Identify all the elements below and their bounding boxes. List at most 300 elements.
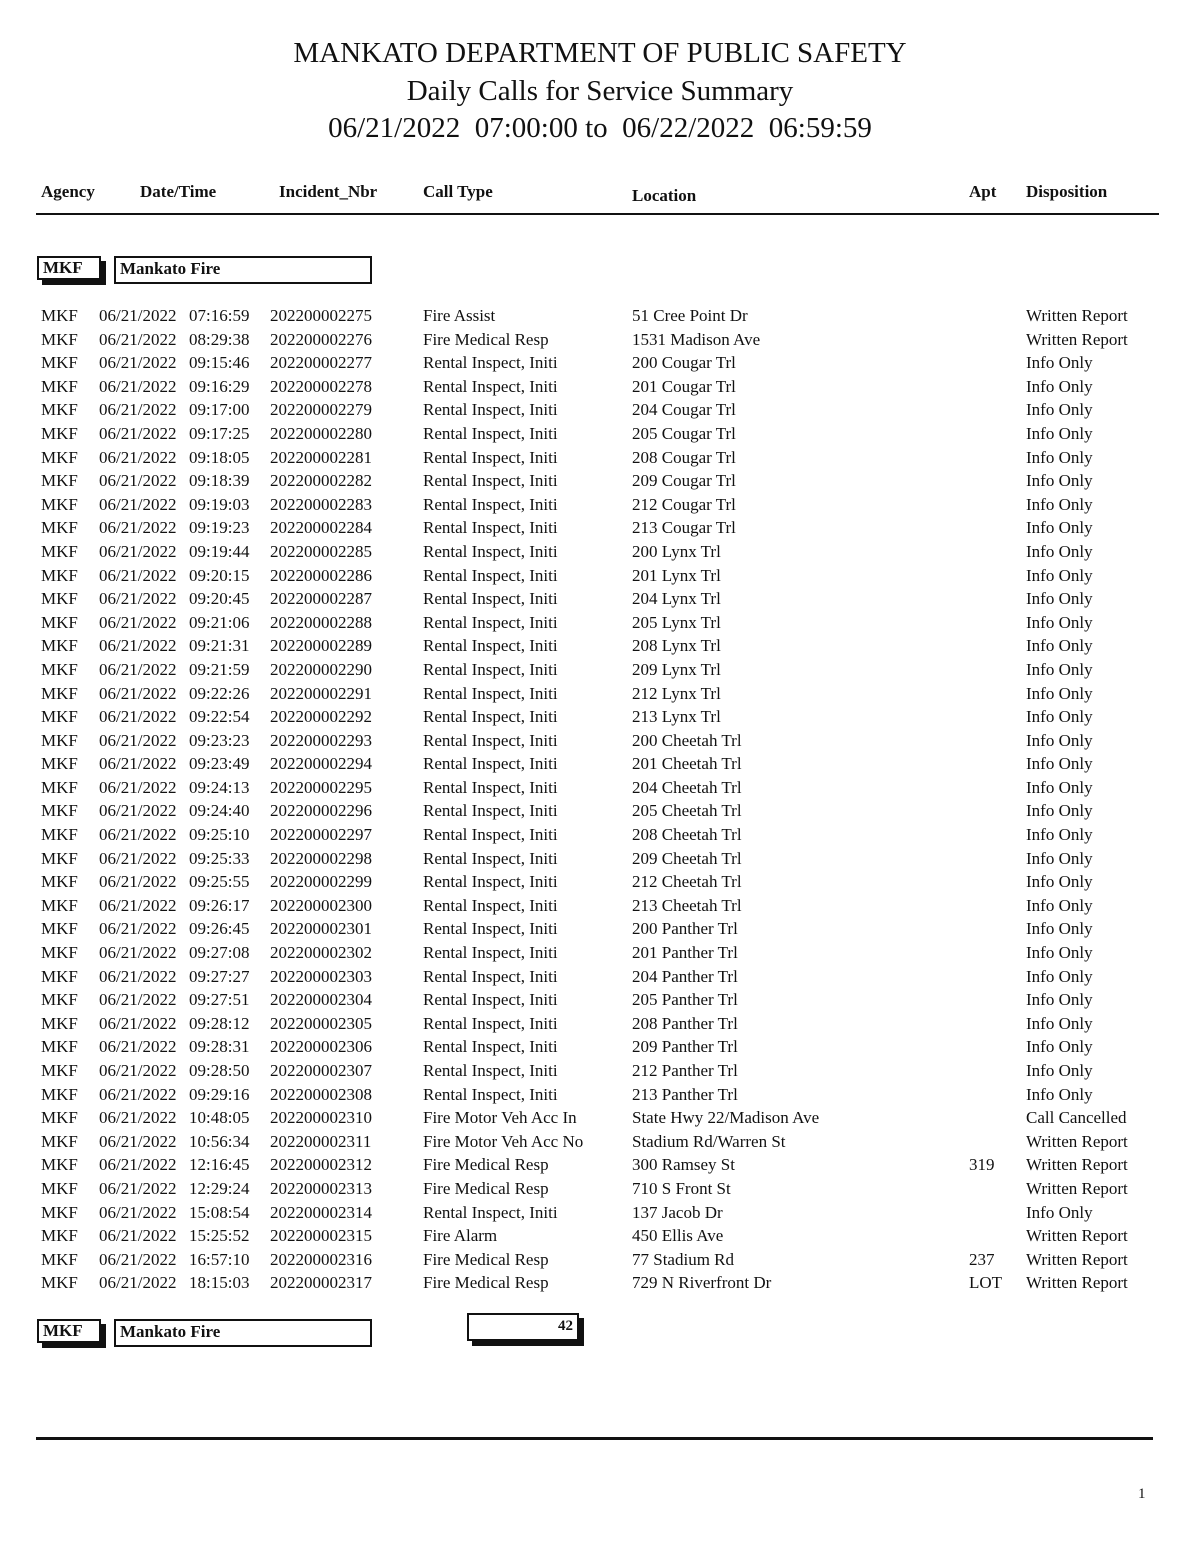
report-title: MANKATO DEPARTMENT OF PUBLIC SAFETY (293, 37, 907, 69)
cell-time: 09:18:05 (189, 447, 250, 467)
cell-time: 09:22:26 (189, 683, 250, 703)
cell-date: 06/21/2022 (99, 730, 177, 750)
cell-time: 15:08:54 (189, 1202, 250, 1222)
cell-date: 06/21/2022 (99, 589, 177, 609)
cell-incident: 202200002298 (270, 848, 372, 868)
cell-agency: MKF (41, 447, 78, 467)
cell-agency: MKF (41, 1108, 78, 1128)
cell-date: 06/21/2022 (99, 1202, 177, 1222)
cell-time: 07:16:59 (189, 306, 250, 325)
column-header-call-type: Call Type (423, 182, 493, 201)
table-row (0, 540, 1200, 564)
cell-agency: MKF (41, 306, 78, 325)
table-row (0, 375, 1200, 399)
cell-agency: MKF (41, 423, 78, 443)
cell-time: 09:15:46 (189, 353, 250, 373)
cell-agency: MKF (41, 659, 78, 679)
cell-apt: 319 (969, 1155, 995, 1175)
cell-date: 06/21/2022 (99, 1131, 177, 1151)
cell-date: 06/21/2022 (99, 777, 177, 797)
cell-disposition: Info Only (1026, 730, 1093, 750)
cell-incident: 202200002287 (270, 589, 372, 609)
table-row (0, 729, 1200, 753)
cell-incident: 202200002310 (270, 1108, 372, 1128)
table-row (0, 469, 1200, 493)
cell-time: 09:22:54 (189, 707, 250, 727)
cell-call-type: Rental Inspect, Initi (423, 966, 558, 986)
cell-call-type: Rental Inspect, Initi (423, 494, 558, 514)
cell-disposition: Info Only (1026, 872, 1093, 892)
table-row (0, 870, 1200, 894)
cell-call-type: Rental Inspect, Initi (423, 376, 558, 396)
cell-disposition: Info Only (1026, 825, 1093, 845)
cell-agency: MKF (41, 1061, 78, 1080)
cell-incident: 202200002276 (270, 329, 372, 349)
cell-disposition: Info Only (1026, 707, 1093, 727)
cell-date: 06/21/2022 (99, 329, 177, 349)
cell-call-type: Rental Inspect, Initi (423, 707, 558, 727)
cell-disposition: Info Only (1026, 754, 1093, 774)
cell-time: 15:25:52 (189, 1226, 250, 1246)
cell-agency: MKF (41, 825, 78, 845)
cell-incident: 202200002312 (270, 1155, 372, 1175)
cell-location: 208 Lynx Trl (632, 636, 721, 656)
group-code-box: MKF (37, 256, 101, 280)
cell-call-type: Rental Inspect, Initi (423, 541, 558, 561)
cell-incident: 202200002275 (270, 306, 372, 325)
cell-call-type: Rental Inspect, Initi (423, 730, 558, 750)
cell-location: 208 Cougar Trl (632, 447, 736, 467)
cell-incident: 202200002311 (270, 1131, 372, 1151)
cell-date: 06/21/2022 (99, 1108, 177, 1128)
cell-disposition: Written Report (1026, 1249, 1128, 1269)
cell-incident: 202200002290 (270, 659, 372, 679)
cell-call-type: Fire Motor Veh Acc No (423, 1131, 584, 1151)
table-row (0, 894, 1200, 918)
cell-date: 06/21/2022 (99, 541, 177, 561)
cell-disposition: Written Report (1026, 1273, 1128, 1293)
cell-time: 09:21:59 (189, 659, 250, 679)
cell-incident: 202200002300 (270, 895, 372, 915)
cell-apt: LOT (969, 1273, 1003, 1293)
cell-call-type: Rental Inspect, Initi (423, 1061, 558, 1080)
cell-call-type: Rental Inspect, Initi (423, 754, 558, 774)
cell-time: 09:28:12 (189, 1013, 250, 1033)
cell-location: 213 Panther Trl (632, 1084, 738, 1104)
cell-location: 51 Cree Point Dr (632, 306, 748, 325)
cell-agency: MKF (41, 707, 78, 727)
cell-date: 06/21/2022 (99, 423, 177, 443)
cell-call-type: Fire Medical Resp (423, 1178, 549, 1198)
cell-disposition: Info Only (1026, 423, 1093, 443)
cell-date: 06/21/2022 (99, 518, 177, 538)
cell-date: 06/21/2022 (99, 1013, 177, 1033)
cell-agency: MKF (41, 966, 78, 986)
cell-location: 208 Cheetah Trl (632, 825, 742, 845)
cell-time: 09:20:15 (189, 565, 250, 585)
cell-time: 09:18:39 (189, 471, 250, 491)
cell-call-type: Rental Inspect, Initi (423, 1202, 558, 1222)
cell-call-type: Rental Inspect, Initi (423, 636, 558, 656)
report-subtitle: Daily Calls for Service Summary (406, 75, 794, 107)
cell-agency: MKF (41, 895, 78, 915)
cell-time: 09:27:08 (189, 943, 250, 963)
cell-location: 213 Cheetah Trl (632, 895, 742, 915)
cell-agency: MKF (41, 612, 78, 632)
cell-call-type: Rental Inspect, Initi (423, 565, 558, 585)
cell-incident: 202200002306 (270, 1037, 372, 1057)
cell-call-type: Rental Inspect, Initi (423, 848, 558, 868)
cell-agency: MKF (41, 376, 78, 396)
cell-call-type: Rental Inspect, Initi (423, 1013, 558, 1033)
cell-disposition: Info Only (1026, 471, 1093, 491)
cell-agency: MKF (41, 919, 78, 939)
table-row (0, 941, 1200, 965)
header-divider (36, 213, 1159, 215)
table-row (0, 776, 1200, 800)
cell-call-type: Rental Inspect, Initi (423, 423, 558, 443)
cell-date: 06/21/2022 (99, 1037, 177, 1057)
cell-date: 06/21/2022 (99, 895, 177, 915)
table-row (0, 1177, 1200, 1201)
cell-time: 09:17:25 (189, 423, 250, 443)
cell-date: 06/21/2022 (99, 919, 177, 939)
cell-date: 06/21/2022 (99, 825, 177, 845)
cell-call-type: Fire Alarm (423, 1226, 498, 1246)
table-row (0, 1271, 1200, 1295)
cell-date: 06/21/2022 (99, 565, 177, 585)
cell-call-type: Fire Motor Veh Acc In (423, 1108, 577, 1128)
cell-disposition: Info Only (1026, 565, 1093, 585)
table-row (0, 658, 1200, 682)
cell-agency: MKF (41, 754, 78, 774)
cell-disposition: Info Only (1026, 683, 1093, 703)
cell-incident: 202200002278 (270, 376, 372, 396)
cell-disposition: Info Only (1026, 447, 1093, 467)
group-footer-name-box: Mankato Fire (114, 1319, 372, 1347)
cell-time: 09:25:33 (189, 848, 250, 868)
cell-location: 1531 Madison Ave (632, 329, 761, 349)
cell-date: 06/21/2022 (99, 943, 177, 963)
cell-date: 06/21/2022 (99, 1155, 177, 1175)
table-row (0, 965, 1200, 989)
cell-agency: MKF (41, 683, 78, 703)
cell-agency: MKF (41, 494, 78, 514)
cell-disposition: Written Report (1026, 1131, 1128, 1151)
cell-location: 209 Cheetah Trl (632, 848, 742, 868)
cell-time: 09:19:23 (189, 518, 250, 538)
table-row (0, 446, 1200, 470)
cell-location: State Hwy 22/Madison Ave (632, 1108, 820, 1128)
cell-disposition: Info Only (1026, 1061, 1093, 1080)
cell-location: 204 Panther Trl (632, 966, 738, 986)
cell-call-type: Fire Medical Resp (423, 329, 549, 349)
cell-date: 06/21/2022 (99, 447, 177, 467)
cell-disposition: Written Report (1026, 1226, 1128, 1246)
cell-location: 201 Panther Trl (632, 943, 738, 963)
table-row (0, 1201, 1200, 1225)
cell-date: 06/21/2022 (99, 1061, 177, 1080)
cell-disposition: Info Only (1026, 1037, 1093, 1057)
cell-disposition: Info Only (1026, 966, 1093, 986)
cell-location: 710 S Front St (632, 1178, 731, 1198)
cell-time: 09:16:29 (189, 376, 250, 396)
cell-incident: 202200002316 (270, 1249, 372, 1269)
cell-incident: 202200002292 (270, 707, 372, 727)
table-row (0, 611, 1200, 635)
cell-location: 212 Lynx Trl (632, 683, 721, 703)
cell-location: 209 Cougar Trl (632, 471, 736, 491)
cell-location: 200 Lynx Trl (632, 541, 721, 561)
cell-location: 200 Cheetah Trl (632, 730, 742, 750)
cell-disposition: Info Only (1026, 518, 1093, 538)
cell-call-type: Fire Medical Resp (423, 1273, 549, 1293)
table-row (0, 1012, 1200, 1036)
cell-disposition: Info Only (1026, 895, 1093, 915)
cell-call-type: Fire Assist (423, 306, 496, 325)
cell-incident: 202200002294 (270, 754, 372, 774)
cell-location: 200 Panther Trl (632, 919, 738, 939)
column-header-location: Location (632, 186, 697, 205)
cell-agency: MKF (41, 541, 78, 561)
cell-date: 06/21/2022 (99, 966, 177, 986)
cell-incident: 202200002284 (270, 518, 372, 538)
table-row (0, 634, 1200, 658)
cell-time: 09:28:31 (189, 1037, 250, 1057)
cell-incident: 202200002302 (270, 943, 372, 963)
cell-agency: MKF (41, 636, 78, 656)
cell-agency: MKF (41, 589, 78, 609)
table-row (0, 398, 1200, 422)
cell-disposition: Written Report (1026, 1178, 1128, 1198)
cell-disposition: Info Only (1026, 612, 1093, 632)
cell-call-type: Rental Inspect, Initi (423, 895, 558, 915)
cell-call-type: Rental Inspect, Initi (423, 943, 558, 963)
cell-location: 204 Cougar Trl (632, 400, 736, 420)
cell-incident: 202200002282 (270, 471, 372, 491)
cell-disposition: Info Only (1026, 400, 1093, 420)
cell-disposition: Info Only (1026, 1202, 1093, 1222)
cell-time: 12:16:45 (189, 1155, 250, 1175)
cell-location: 205 Lynx Trl (632, 612, 721, 632)
cell-agency: MKF (41, 1155, 78, 1175)
cell-call-type: Rental Inspect, Initi (423, 872, 558, 892)
cell-agency: MKF (41, 329, 78, 349)
cell-time: 09:19:44 (189, 541, 250, 561)
cell-incident: 202200002308 (270, 1084, 372, 1104)
cell-location: 213 Lynx Trl (632, 707, 721, 727)
cell-incident: 202200002297 (270, 825, 372, 845)
cell-location: 213 Cougar Trl (632, 518, 736, 538)
cell-date: 06/21/2022 (99, 801, 177, 821)
cell-location: 204 Cheetah Trl (632, 777, 742, 797)
cell-incident: 202200002295 (270, 777, 372, 797)
cell-time: 09:24:13 (189, 777, 250, 797)
group-name-box: Mankato Fire (114, 256, 372, 284)
cell-call-type: Rental Inspect, Initi (423, 447, 558, 467)
cell-location: 137 Jacob Dr (632, 1202, 723, 1222)
cell-call-type: Rental Inspect, Initi (423, 659, 558, 679)
cell-date: 06/21/2022 (99, 306, 177, 325)
table-row (0, 564, 1200, 588)
cell-time: 09:28:50 (189, 1061, 250, 1080)
column-header-disposition: Disposition (1026, 182, 1108, 201)
cell-incident: 202200002307 (270, 1061, 372, 1080)
cell-agency: MKF (41, 1084, 78, 1104)
cell-incident: 202200002283 (270, 494, 372, 514)
cell-agency: MKF (41, 471, 78, 491)
cell-date: 06/21/2022 (99, 1084, 177, 1104)
column-header-incident: Incident_Nbr (279, 182, 378, 201)
cell-call-type: Rental Inspect, Initi (423, 683, 558, 703)
cell-time: 09:20:45 (189, 589, 250, 609)
cell-time: 09:23:23 (189, 730, 250, 750)
cell-location: 205 Cougar Trl (632, 423, 736, 443)
cell-disposition: Info Only (1026, 943, 1093, 963)
cell-time: 09:27:27 (189, 966, 250, 986)
cell-location: 300 Ramsey St (632, 1155, 735, 1175)
cell-time: 09:25:55 (189, 872, 250, 892)
cell-date: 06/21/2022 (99, 1249, 177, 1269)
cell-agency: MKF (41, 1273, 78, 1293)
cell-time: 08:29:38 (189, 329, 250, 349)
cell-incident: 202200002286 (270, 565, 372, 585)
cell-time: 09:26:17 (189, 895, 250, 915)
cell-agency: MKF (41, 1226, 78, 1246)
cell-disposition: Info Only (1026, 777, 1093, 797)
table-row (0, 1248, 1200, 1272)
table-row (0, 705, 1200, 729)
cell-time: 16:57:10 (189, 1249, 250, 1269)
cell-incident: 202200002299 (270, 872, 372, 892)
cell-incident: 202200002291 (270, 683, 372, 703)
cell-call-type: Fire Medical Resp (423, 1155, 549, 1175)
column-header-apt: Apt (969, 182, 997, 201)
table-row (0, 587, 1200, 611)
cell-call-type: Rental Inspect, Initi (423, 471, 558, 491)
cell-call-type: Rental Inspect, Initi (423, 990, 558, 1010)
cell-incident: 202200002288 (270, 612, 372, 632)
cell-time: 09:21:06 (189, 612, 250, 632)
table-row (0, 328, 1200, 352)
cell-disposition: Info Only (1026, 541, 1093, 561)
cell-call-type: Rental Inspect, Initi (423, 612, 558, 632)
cell-disposition: Info Only (1026, 1084, 1093, 1104)
cell-disposition: Info Only (1026, 376, 1093, 396)
cell-disposition: Info Only (1026, 659, 1093, 679)
table-row (0, 493, 1200, 517)
column-header-agency: Agency (41, 182, 95, 201)
cell-incident: 202200002293 (270, 730, 372, 750)
table-row (0, 1083, 1200, 1107)
cell-date: 06/21/2022 (99, 1273, 177, 1293)
cell-location: 208 Panther Trl (632, 1013, 738, 1033)
cell-date: 06/21/2022 (99, 612, 177, 632)
cell-incident: 202200002281 (270, 447, 372, 467)
page-number: 1 (1138, 1486, 1146, 1502)
cell-date: 06/21/2022 (99, 1178, 177, 1198)
cell-agency: MKF (41, 353, 78, 373)
cell-agency: MKF (41, 1249, 78, 1269)
cell-location: 200 Cougar Trl (632, 353, 736, 373)
table-row (0, 516, 1200, 540)
column-header-datetime: Date/Time (140, 182, 217, 201)
cell-call-type: Rental Inspect, Initi (423, 825, 558, 845)
cell-agency: MKF (41, 801, 78, 821)
cell-agency: MKF (41, 730, 78, 750)
cell-incident: 202200002317 (270, 1273, 372, 1293)
cell-date: 06/21/2022 (99, 353, 177, 373)
cell-date: 06/21/2022 (99, 990, 177, 1010)
cell-location: 201 Cheetah Trl (632, 754, 742, 774)
cell-time: 09:29:16 (189, 1084, 250, 1104)
cell-location: 450 Ellis Ave (632, 1226, 724, 1246)
table-row (0, 752, 1200, 776)
table-row (0, 823, 1200, 847)
cell-incident: 202200002280 (270, 423, 372, 443)
table-row (0, 422, 1200, 446)
cell-agency: MKF (41, 1131, 78, 1151)
cell-date: 06/21/2022 (99, 754, 177, 774)
cell-date: 06/21/2022 (99, 848, 177, 868)
cell-time: 09:19:03 (189, 494, 250, 514)
cell-disposition: Info Only (1026, 494, 1093, 514)
cell-call-type: Rental Inspect, Initi (423, 777, 558, 797)
cell-agency: MKF (41, 1013, 78, 1033)
cell-time: 10:48:05 (189, 1108, 250, 1128)
cell-apt: 237 (969, 1249, 995, 1269)
cell-incident: 202200002304 (270, 990, 372, 1010)
cell-call-type: Rental Inspect, Initi (423, 1084, 558, 1104)
cell-agency: MKF (41, 943, 78, 963)
cell-time: 10:56:34 (189, 1131, 250, 1151)
cell-time: 09:23:49 (189, 754, 250, 774)
cell-time: 09:21:31 (189, 636, 250, 656)
cell-agency: MKF (41, 777, 78, 797)
cell-disposition: Info Only (1026, 919, 1093, 939)
cell-agency: MKF (41, 1037, 78, 1057)
cell-date: 06/21/2022 (99, 376, 177, 396)
cell-call-type: Rental Inspect, Initi (423, 589, 558, 609)
cell-disposition: Info Only (1026, 848, 1093, 868)
cell-date: 06/21/2022 (99, 659, 177, 679)
cell-disposition: Info Only (1026, 1013, 1093, 1033)
cell-disposition: Info Only (1026, 636, 1093, 656)
cell-disposition: Info Only (1026, 589, 1093, 609)
cell-agency: MKF (41, 1202, 78, 1222)
cell-agency: MKF (41, 872, 78, 892)
group-total-count: 42 (467, 1313, 579, 1341)
cell-disposition: Written Report (1026, 329, 1128, 349)
cell-date: 06/21/2022 (99, 400, 177, 420)
cell-location: 212 Cheetah Trl (632, 872, 742, 892)
cell-time: 09:17:00 (189, 400, 250, 420)
table-row (0, 1224, 1200, 1248)
cell-location: 729 N Riverfront Dr (632, 1273, 772, 1293)
table-row (0, 917, 1200, 941)
cell-location: 212 Panther Trl (632, 1061, 738, 1080)
cell-location: Stadium Rd/Warren St (632, 1131, 786, 1151)
cell-location: 205 Cheetah Trl (632, 801, 742, 821)
cell-disposition: Info Only (1026, 801, 1093, 821)
cell-call-type: Rental Inspect, Initi (423, 801, 558, 821)
cell-incident: 202200002301 (270, 919, 372, 939)
table-row (0, 304, 1200, 328)
cell-incident: 202200002285 (270, 541, 372, 561)
cell-agency: MKF (41, 848, 78, 868)
cell-call-type: Rental Inspect, Initi (423, 400, 558, 420)
cell-location: 209 Lynx Trl (632, 659, 721, 679)
